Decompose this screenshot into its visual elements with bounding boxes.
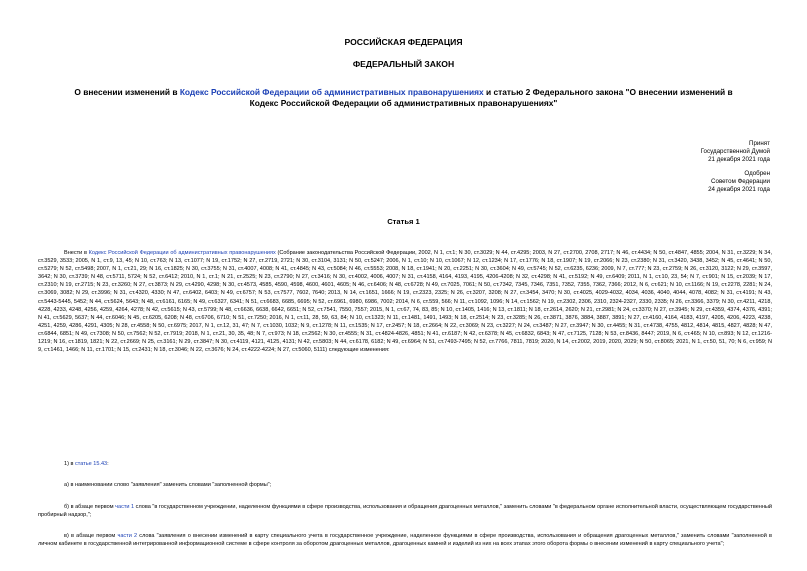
accepted-label: Принят: [749, 140, 770, 147]
law-title: [60, 87, 747, 109]
adoption-block: [630, 140, 770, 194]
part-1-link[interactable]: части 1: [115, 504, 135, 510]
duma-date: 21 декабря 2021 года: [708, 156, 770, 164]
item-1-prefix: 1) в: [64, 461, 75, 467]
item-1-suffix: :: [107, 461, 109, 467]
intro-codex-link[interactable]: Кодекс Российской Федерации об административных правонарушениях: [88, 250, 276, 256]
item-b-prefix: б) в абзаце первом: [64, 504, 116, 510]
codex-link[interactable]: Кодекс Российской Федерации об административных правонарушениях: [179, 87, 484, 97]
item-b: [38, 503, 772, 519]
article-heading: Статья 1: [387, 217, 420, 226]
federation-heading: РОССИЙСКАЯ ФЕДЕРАЦИЯ: [344, 37, 463, 47]
duma-label: Государственной Думой: [700, 148, 770, 156]
item-c-text: слова "заявления о внесении изменений в карту специального учета в государственное учреждение, наделенное функциями в сфере производства, использования и обращения драгоценных металлов," заменить словами "заполненной в личном кабинете в государственной интегрированной информационной системе в сфере контроля за оборотом драгоценных металлов, драгоценных камней и изделий из них на всех этапах этого оборота формы о внесении изменений в карту специального учета";: [38, 533, 772, 548]
item-c-prefix: в) в абзаце первом: [64, 533, 118, 539]
article-intro-paragraph: [38, 249, 772, 354]
law-type-heading: ФЕДЕРАЛЬНЫЙ ЗАКОН: [352, 59, 455, 69]
item-b-text: слова "в государственном учреждении, наделенном функциями в сфере производства, использования и обращения драгоценных металлов," заменить словами "в федеральном органе исполнительной власти, осуществляющем государственный пробирный надзор,";: [38, 504, 773, 519]
intro-text: (Собрание законодательства Российской Федерации, 2002, N 1, ст.1; N 30, ст.3029; N 44, ст.4295; 2003, N 27, ст.2700, 2708, 2717; N 46, ст.4434; N 50, ст.4847, 4855; 2004, N 31, ст.3229; N 34, ст.3529, 3533; 2005, N 1, ст.9, 13, 45; N 10, ст.763; N 13, ст.1077; N 19, ст.1752; N 27, ст.2719, 2721; N 30, ст.3104, 3131; N 50, ст.5247; 2006, N 1, ст.10; N 10, ст.1067; N 12, ст.1234; N 17, ст.1776; N 18, ст.1907; N 19, ст.2066; N 23, ст.2380; N 31, ст.3420, 3438, 3452; N 45, ст.4641; N 50, ст.5279; N 52, ст.5498; 2007, N 1, ст.21, 29; N 16, ст.1825; N 30, ст.3755; N 31, ст.4007, 4008; N 41, ст.4845; N 43, ст.5084; N 46, ст.5553; 2008, N 18, ст.1941; N 20, ст.2251; N 30, ст.3604; N 49, ст.5745; N 52, ст.6235, 6236; 2009, N 7, ст.777; N 23, ст.2759; N 26, ст.3120, 3122; N 29, ст.3597, 3642; N 30, ст.3739; N 48, ст.5711, 5724; N 52, ст.6412; 2010, N 1, ст.1; N 21, ст.2525; N 23, ст.2790; N 27, ст.3416; N 30, ст.4002, 4006, 4007; N 31, ст.4158, 4164, 4193, 4195, 4206-4208; N 32, ст.4298; N 41, ст.5192; N 49, ст.6409; 2011, N 1, ст.10, 23, 54; N 7, ст.901; N 15, ст.2039; N 17, ст.2310; N 19, ст.2715; N 23, ст.3260; N 27, ст.3873; N 29, ст.4290, 4298; N 30, ст.4573, 4585, 4590, 4598, 4600, 4601, 4605; N 46, ст.6406; N 48, ст.6728; N 49, ст.7025, 7061; N 50, ст.7342, 7345, 7346, 7351, 7352, 7355, 7362, 7366; 2012, N 6, ст.621; N 10, ст.1166; N 19, ст.2278, 2281; N 24, ст.3069, 3082; N 29, ст.3996; N 31, ст.4320, 4330; N 47, ст.6402, 6403; N 49, ст.6757; N 53, ст.7577, 7602, 7640; 2013, N 14, ст.1651, 1666; N 19, ст.2323, 2325; N 26, ст.3207, 3208; N 27, ст.3454, 3470; N 30, ст.4025, 4029-4032, 4034, 4036, 4040, 4044, 4078, 4082; N 31, ст.4191; N 43, ст.5443-5445, 5452; N 44, ст.5624, 5643; N 48, ст.6161, 6165; N 49, ст.6327, 6341; N 51, ст.6683, 6685, 6695; N 52, ст.6961, 6980, 6986, 7002; 2014, N 6, ст.559, 566; N 11, ст.1092, 1096; N 14, ст.1562; N 19, ст.2302, 2306, 2310, 2324-2327, 2330, 2335; N 26, ст.3366, 3379; N 30, ст.4211, 4218, 4228, 4233, 4248, 4256, 4259, 4264, 4278; N 42, ст.5615; N 43, ст.5799; N 48, ст.6636, 6638, 6642, 6651; N 52, ст.7541, 7550, 7557; 2015, N 1, ст.67, 74, 83, 85; N 10, ст.1405, 1416; N 13, ст.1811; N 18, ст.2614, 2620; N 21, ст.2981; N 24, ст.3370; N 27, ст.3945; N 29, ст.4359, 4374, 4376, 4391; N 41, ст.5629, 5637; N 44, ст.6046; N 45, ст.6205, 6208; N 48, ст.6706, 6710; N 51, ст.7250; 2016, N 1, ст.11, 28, 59, 63, 84; N 10, ст.1323; N 11, ст.1481, 1491, 1493; N 18, ст.2514; N 23, ст.3285; N 26, ст.3871, 3876, 3884, 3887, 3891; N 27, ст.4160, 4164, 4183, 4197, 4205, 4206, 4223, 4238, 4251, 4259, 4286, 4291, 4305; N 28, ст.4558; N 50, ст.6975; 2017, N 1, ст.12, 31, 47; N 7, ст.1030, 1032; N 9, ст.1278; N 11, ст.1535; N 17, ст.2457; N 18, ст.2664; N 22, ст.3069; N 23, ст.3227; N 24, ст.3487; N 27, ст.3947; N 30, ст.4455; N 31, ст.4738, 4755, 4812, 4814, 4815, 4827, 4828; N 47, ст.6844, 6851; N 49, ст.7308; N 50, ст.7562; N 52, ст.7919; 2018, N 1, ст.21, 30, 35, 48; N 7, ст.973; N 18, ст.2562; N 30, ст.4555; N 31, ст.4824-4826, 4851; N 41, ст.6187; N 42, ст.6378; N 45, ст.6832, 6843; N 47, ст.7125, 7128; N 53, ст.8436, 8447; 2019, N 6, ст.465; N 10, ст.893; N 12, ст.1216-1219; N 16, ст.1819, 1821; N 22, ст.2669; N 25, ст.3161; N 29, ст.3847; N 30, ст.4119, 4121, 4125, 4131; N 42, ст.5803; N 44, ст.6178, 6182; N 49, ст.6964; N 51, ст.7493-7495; N 52, ст.7766, 7811, 7819; 2020, N 14, ст.2002, 2019, 2020, 2029; N 50, ст.8065; 2021, N 1, ст.50, 51, 70; N 6, ст.959; N 9, ст.1461, 1466; N 11, ст.1701; N 15, ст.2431; N 18, ст.3046; N 22, ст.3676; N 24, ст.4222-4224; N 27, ст.5060, 5111) следующие изменения:: [38, 250, 772, 354]
intro-prefix: Внести в: [64, 250, 89, 256]
law-title-rest: и статью 2 Федерального закона "О внесении изменений в Кодекс Российской Федерации об административных правонарушениях": [249, 87, 733, 108]
item-1: [38, 460, 772, 468]
item-c: [38, 532, 772, 548]
article-15-43-link[interactable]: статье 15.43: [74, 461, 108, 467]
council-label: Советом Федерации: [711, 177, 770, 185]
item-a: а) в наименовании слово "заявления" заменить словами "заполненной формы";: [64, 482, 272, 488]
part-2-link[interactable]: части 2: [117, 533, 138, 539]
approved-label: Одобрен: [744, 169, 770, 177]
law-title-prefix: О внесении изменений в: [74, 87, 180, 97]
council-date: 24 декабря 2021 года: [708, 186, 770, 194]
